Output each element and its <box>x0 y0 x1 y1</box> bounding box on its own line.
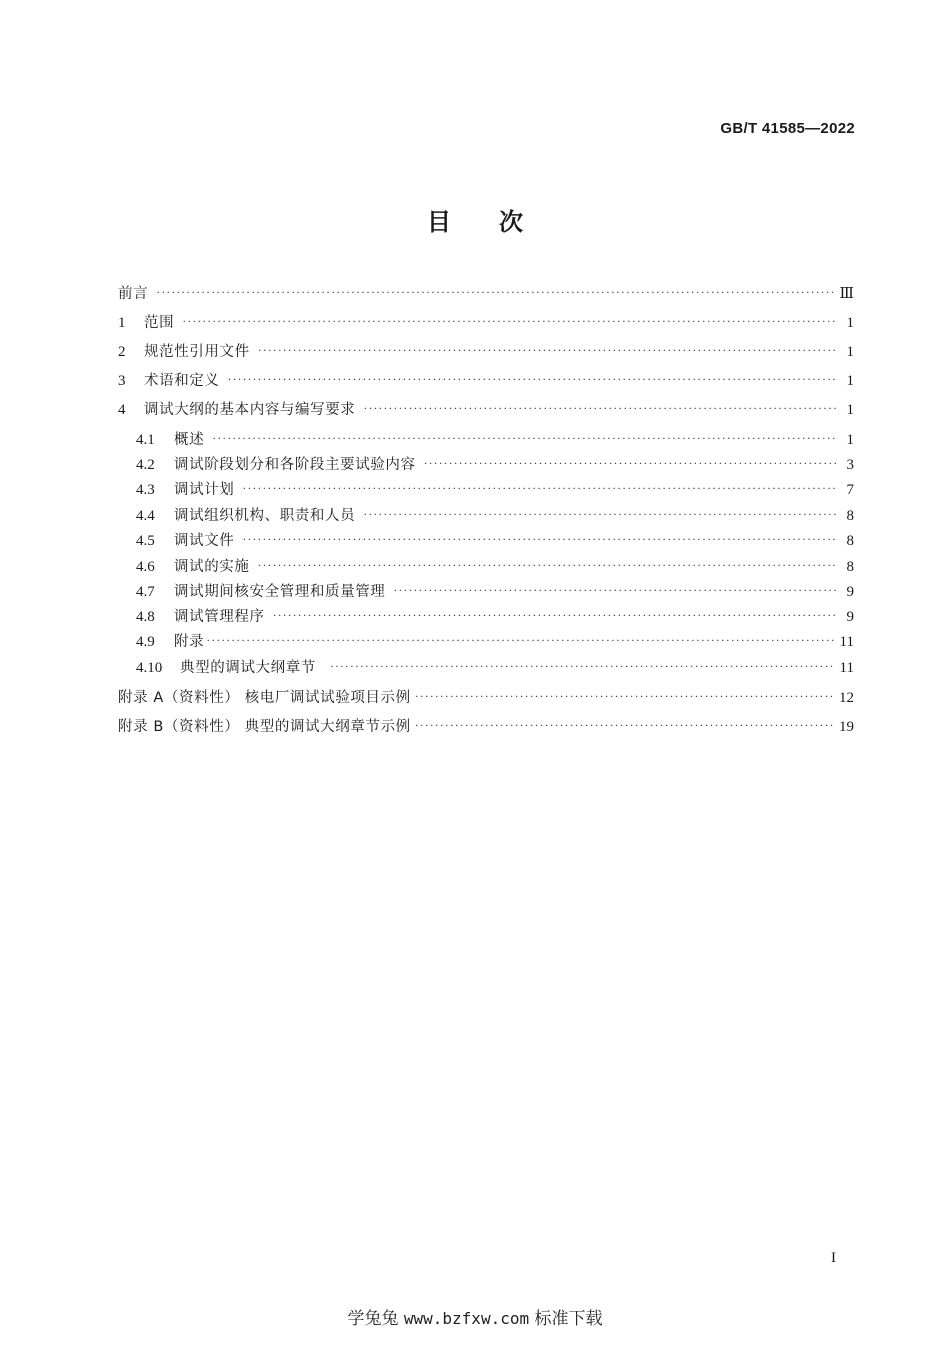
toc-entry-preface[interactable] <box>118 284 854 304</box>
toc-entry-number: 4.9 <box>136 634 155 650</box>
toc-leader-dots <box>242 478 836 498</box>
toc-leader-dots <box>363 398 836 418</box>
toc-entry-title: 术语和定义 <box>144 373 220 389</box>
standard-code: GB/T 41585—2022 <box>720 120 855 137</box>
toc-entry-title: 规范性引用文件 <box>144 344 250 360</box>
toc-entry-number: 4.5 <box>136 533 155 549</box>
toc-entry-number: 4.10 <box>136 660 163 676</box>
toc-entry-page: 8 <box>846 508 854 524</box>
toc-entry-title: 调试文件 <box>174 533 235 549</box>
download-watermark <box>0 1304 950 1329</box>
toc-entry-page: Ⅲ <box>839 286 854 302</box>
toc-entry-page: 9 <box>846 609 854 625</box>
toc-leader-dots <box>258 555 837 575</box>
toc-leader-dots <box>393 580 836 600</box>
toc-entry-annex-b[interactable] <box>118 717 854 737</box>
toc-entry-3[interactable] <box>118 371 854 391</box>
toc-leader-dots <box>363 504 836 524</box>
toc-entry-4-5[interactable] <box>136 531 854 551</box>
toc-entry-2[interactable] <box>118 342 854 362</box>
toc-entry-4-8[interactable] <box>136 607 854 627</box>
toc-entry-number: 2 <box>118 344 126 360</box>
toc-entry-number: 4 <box>118 402 126 418</box>
toc-entry-1[interactable] <box>118 313 854 333</box>
toc-entry-title: 概述 <box>174 432 205 448</box>
toc-entry-4-6[interactable] <box>136 557 854 577</box>
toc-leader-dots <box>242 529 836 549</box>
toc-entry-page: 1 <box>846 315 854 331</box>
toc-entry-page: 1 <box>846 344 854 360</box>
toc-leader-dots <box>424 453 836 473</box>
toc-entry-title: 典型的调试大纲章节 <box>180 660 316 676</box>
toc-entry-title: 调试的实施 <box>174 559 250 575</box>
toc-leader-dots <box>182 311 836 331</box>
toc-entry-4-1[interactable] <box>136 430 854 450</box>
toc-entry-page: 8 <box>846 559 854 575</box>
toc-entry-page: 11 <box>839 660 854 676</box>
toc-leader-dots <box>258 340 836 360</box>
toc-entry-page: 1 <box>846 373 854 389</box>
toc-entry-number: 4.7 <box>136 584 155 600</box>
watermark-url[interactable]: www.bzfxw.com <box>403 1309 530 1328</box>
toc-entry-4-3[interactable] <box>136 480 854 500</box>
toc-entry-title: 调试大纲的基本内容与编写要求 <box>144 402 356 418</box>
toc-entry-page: 1 <box>846 432 854 448</box>
toc-entry-4-10[interactable] <box>136 658 854 678</box>
toc-leader-dots <box>156 282 833 302</box>
toc-entry-number: 4.3 <box>136 482 155 498</box>
toc-entry-number: 4.4 <box>136 508 155 524</box>
toc-entry-4-7[interactable] <box>136 582 854 602</box>
watermark-site: 学兔兔 <box>347 1309 399 1329</box>
toc-entry-number: 4.8 <box>136 609 155 625</box>
toc-entry-title: 调试计划 <box>174 482 235 498</box>
toc-entry-number: 4.2 <box>136 457 155 473</box>
toc-leader-dots <box>273 605 836 625</box>
toc-entry-number: 1 <box>118 315 126 331</box>
toc-entry-title: 附录 <box>174 634 205 650</box>
toc-entry-page: 3 <box>846 457 854 473</box>
toc-entry-title: 前言 <box>118 286 149 302</box>
toc-entry-page: 8 <box>846 533 854 549</box>
toc-entry-4-2[interactable] <box>136 455 854 475</box>
page-title: 目次 <box>427 208 571 236</box>
toc-entry-page: 9 <box>846 584 854 600</box>
toc-leader-dots <box>330 656 834 676</box>
toc-entry-page: 7 <box>846 482 854 498</box>
toc-leader-dots <box>228 369 837 389</box>
toc-entry-page: 1 <box>846 402 854 418</box>
toc-entry-title: 调试期间核安全管理和质量管理 <box>174 584 386 600</box>
toc-entry-title: 调试管理程序 <box>174 609 265 625</box>
toc-entry-4-4[interactable] <box>136 506 854 526</box>
watermark-tail: 标准下载 <box>534 1309 603 1329</box>
toc-entry-number: 4.6 <box>136 559 155 575</box>
toc-entry-4[interactable] <box>118 400 854 420</box>
toc-entry-page: 19 <box>839 719 854 735</box>
toc-leader-dots <box>415 715 833 735</box>
toc-entry-title: 调试阶段划分和各阶段主要试验内容 <box>174 457 416 473</box>
toc-entry-title: 调试组织机构、职责和人员 <box>174 508 356 524</box>
toc-entry-title: 附录 A（资料性） 核电厂调试试验项目示例 <box>118 690 411 706</box>
toc-entry-page: 12 <box>839 690 854 706</box>
toc-entry-annex-a[interactable] <box>118 688 854 708</box>
toc-leader-dots <box>206 630 833 650</box>
toc-entry-title: 附录 B（资料性） 典型的调试大纲章节示例 <box>118 719 411 735</box>
toc-leader-dots <box>415 686 833 706</box>
toc-entry-number: 4.1 <box>136 432 155 448</box>
toc-entry-page: 11 <box>839 634 854 650</box>
toc-leader-dots <box>212 428 836 448</box>
toc-entry-number: 3 <box>118 373 126 389</box>
page-number: I <box>831 1250 836 1266</box>
toc-entry-title: 范围 <box>144 315 175 331</box>
toc-entry-4-9[interactable] <box>136 632 854 652</box>
